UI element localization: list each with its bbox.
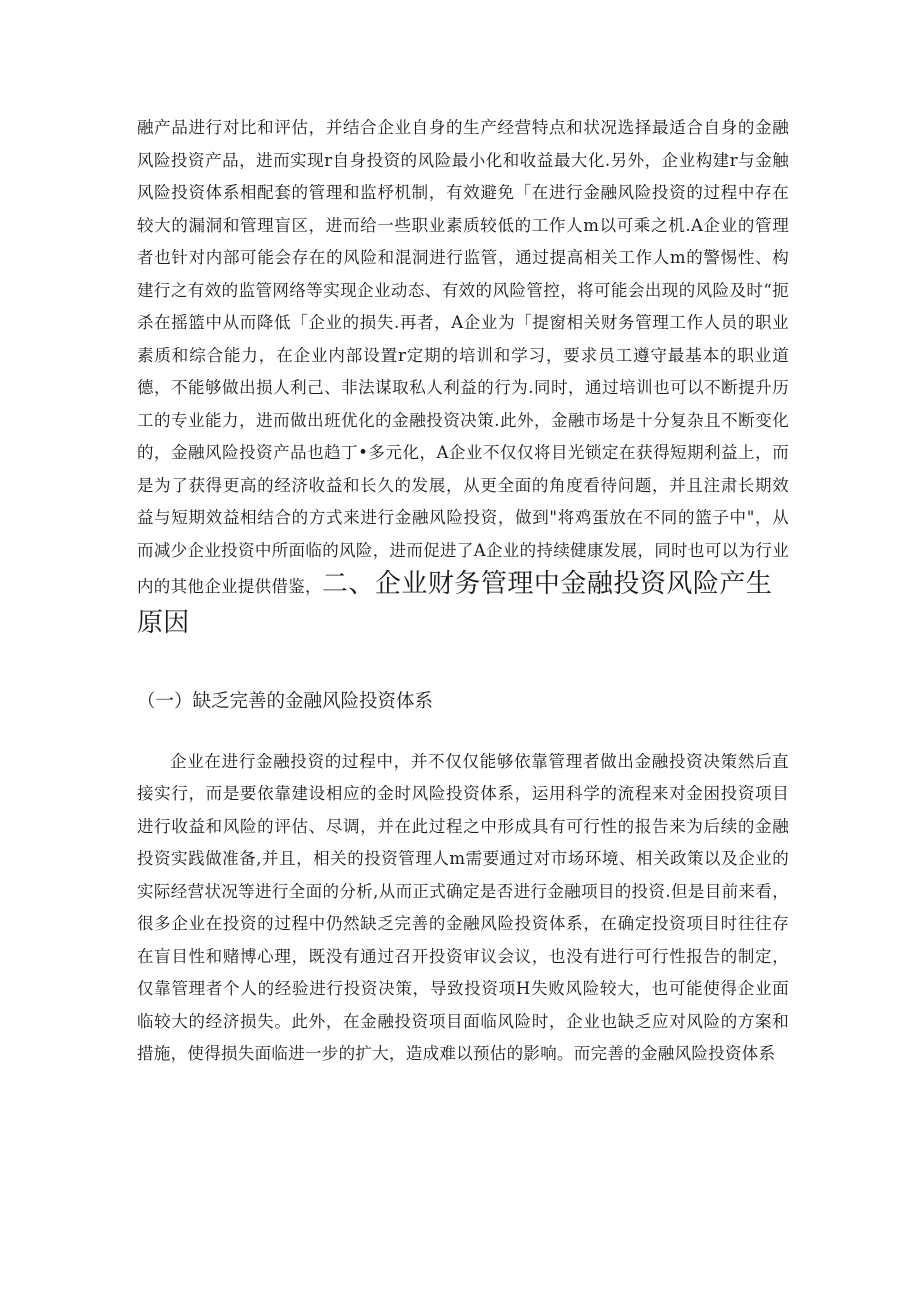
paragraph-1-text: 融产品进行对比和评估，并结合企业自身的生产经营特点和状况选择最适合自身的金融风险投资产品，进而实现r自身投资的风险最小化和收益最大化.另外，企业构建r与金触风险投资体系相配套的管理和监杼机制，有效避免「在进行金融风险投资的过程中存在较大的漏洞和管理盲区，进而给一些职业素质较低的工作人m以可乘之机.A企业的管理者也针对内部可能会存在的风险和混洞进行监管，通过提高相关工作人m的警惕性、构建行之有效的监管网络等实现企业动态、有效的风险管控，将可能会出现的风险及时“扼杀在摇篮中从而降低「企业的损失.再者，A企业为「提窗相关财务管理工作人员的职业素质和综合能力，在企业内部设置r定期的培训和学习，要求员工遵守最基本的职业道德，不能够做出损人利己、非法谋取私人利益的行为.同时，通过培训也可以不断提升历工的专业能力，进而做出班优化的金融投资决策.此外，金融市场是十分复杂且不断变化的，金融风险投资产品也趋丁•多元化，A企业不仅仅将目光锁定在获得短期利益上，而是为了获得更高的经济收益和长久的发展，从更全面的角度看待问题，并且注肃长期效益与短期效益相结合的方式来进行金融风险投资，做到"将鸡蛋放在不同的篮子中"，从而减少企业投资中所面临的风险，进而促进了A企业的持续健康发展，同时也可以为行业内的其他企业提供借鉴， (137, 118, 789, 596)
body-paragraph-2: 企业在进行金融投资的过程中，并不仅仅能够依靠管理者做出金融投资决策然后直接实行，而是要依靠建设相应的金时风险投资体系，运用科学的流程来对金困投资项目进行收益和风险的评估、尽调，并在此过程之中形成具有可行性的报告来为后续的金融投资实践做准备,并且，相关的投资管理人m需要通过对市场环境、相关政策以及企业的实际经营状况等进行全面的分析,从而正式确定是否进行金融项目的投资.但是目前来看，很多企业在投资的过程中仍然缺乏完善的金融风险投资体系，在确定投资项目时往往存在盲目性和赌博心理，既没有通过召开投资审议会议，也没有进行可行性报告的制定，仅靠管理者个人的经验进行投资决策，导致投资项H失败风险较大，也可能使得企业面临较大的经济损失。此外，在金融投资项目面临风险时，企业也缺乏应对风险的方案和措施，使得损失面临进一步的扩大，造成难以预估的影响。而完善的金融风险投资体系 (137, 751, 789, 1063)
section-heading-continued: 原因 (137, 607, 190, 638)
sub-section-heading: （一）缺乏完善的金融风险投资体系 (137, 690, 434, 712)
section-heading: 二、企业财务管理中金融投资风险产生 (321, 569, 773, 599)
document-page (137, 112, 789, 1071)
body-paragraph-1 (137, 112, 789, 640)
